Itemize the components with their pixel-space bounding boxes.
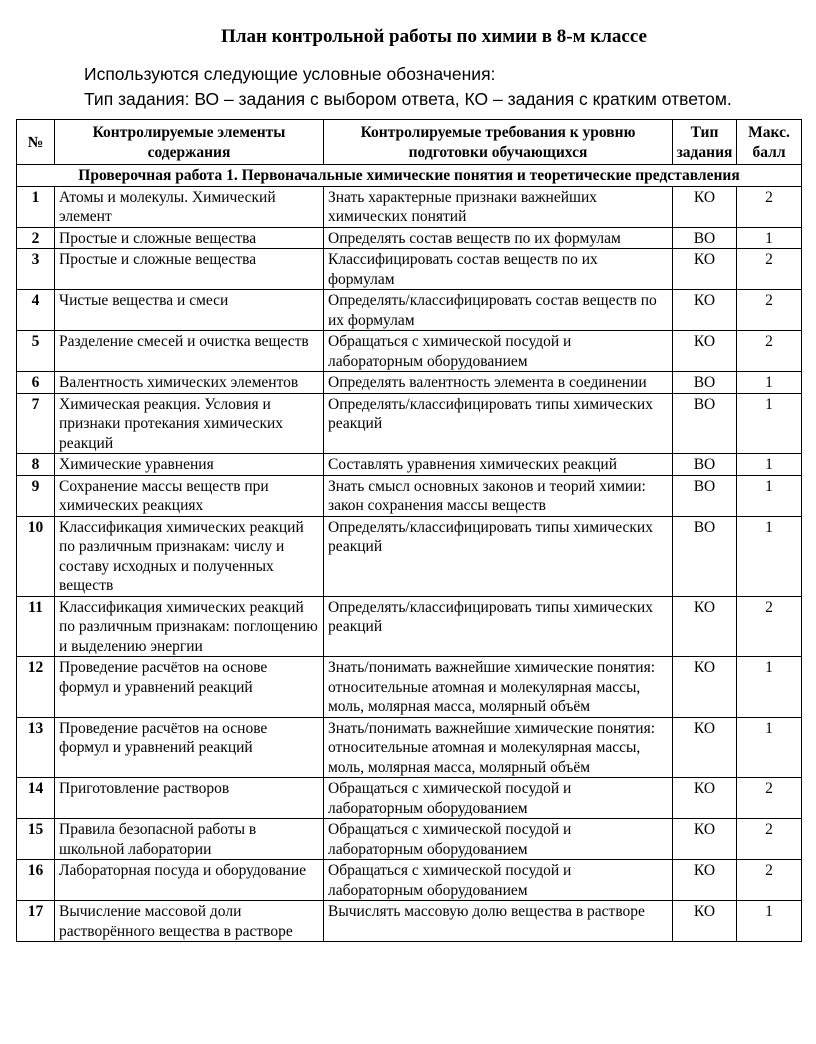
requirement: Составлять уравнения химических реакций bbox=[324, 454, 673, 476]
task-type: ВО bbox=[673, 393, 737, 454]
table-row bbox=[17, 778, 802, 819]
requirement: Вычислять массовую долю вещества в растворе bbox=[324, 901, 673, 942]
content-element: Классификация химических реакций по различным признакам: поглощению и выделению энергии bbox=[55, 596, 324, 657]
requirement: Знать/понимать важнейшие химические понятия: относительные атомная и молекулярная массы, моль, молярная масса, молярный объём bbox=[324, 657, 673, 718]
task-type: ВО bbox=[673, 227, 737, 249]
max-score: 1 bbox=[737, 393, 802, 454]
task-type: ВО bbox=[673, 454, 737, 476]
task-type: ВО bbox=[673, 372, 737, 394]
content-element: Химическая реакция. Условия и признаки протекания химических реакций bbox=[55, 393, 324, 454]
task-number: 11 bbox=[17, 596, 55, 657]
table-row bbox=[17, 596, 802, 657]
legend-intro: Используются следующие условные обозначения: bbox=[84, 64, 496, 84]
table-row bbox=[17, 819, 802, 860]
task-number: 12 bbox=[17, 657, 55, 718]
requirement: Знать характерные признаки важнейших химических понятий bbox=[324, 186, 673, 227]
task-number: 10 bbox=[17, 516, 55, 596]
requirement: Знать/понимать важнейшие химические понятия: относительные атомная и молекулярная массы, моль, молярная масса, молярный объём bbox=[324, 717, 673, 778]
max-score: 1 bbox=[737, 901, 802, 942]
max-score: 2 bbox=[737, 778, 802, 819]
requirement: Определять состав веществ по их формулам bbox=[324, 227, 673, 249]
requirement: Обращаться с химической посудой и лабораторным оборудованием bbox=[324, 331, 673, 372]
requirement: Определять/классифицировать типы химических реакций bbox=[324, 393, 673, 454]
task-number: 3 bbox=[17, 249, 55, 290]
content-element: Простые и сложные вещества bbox=[55, 227, 324, 249]
task-type: КО bbox=[673, 860, 737, 901]
max-score: 1 bbox=[737, 475, 802, 516]
table-row bbox=[17, 475, 802, 516]
max-score: 2 bbox=[737, 290, 802, 331]
requirement: Обращаться с химической посудой и лабораторным оборудованием bbox=[324, 860, 673, 901]
max-score: 1 bbox=[737, 657, 802, 718]
task-type: КО bbox=[673, 186, 737, 227]
table-header-row bbox=[17, 120, 802, 165]
task-type: КО bbox=[673, 596, 737, 657]
table-row bbox=[17, 901, 802, 942]
table-row bbox=[17, 657, 802, 718]
task-number: 16 bbox=[17, 860, 55, 901]
content-element: Разделение смесей и очистка веществ bbox=[55, 331, 324, 372]
header-elements: Контролируемые элементы содержания bbox=[55, 120, 324, 165]
task-type: КО bbox=[673, 331, 737, 372]
task-number: 7 bbox=[17, 393, 55, 454]
requirement: Обращаться с химической посудой и лабораторным оборудованием bbox=[324, 778, 673, 819]
section-row bbox=[17, 165, 802, 187]
content-element: Классификация химических реакций по различным признакам: числу и составу исходных и полученных веществ bbox=[55, 516, 324, 596]
content-element: Вычисление массовой доли растворённого вещества в растворе bbox=[55, 901, 324, 942]
task-number: 5 bbox=[17, 331, 55, 372]
task-type: ВО bbox=[673, 475, 737, 516]
header-requirements: Контролируемые требования к уровню подготовки обучающихся bbox=[324, 120, 673, 165]
table-row bbox=[17, 454, 802, 476]
header-num: № bbox=[17, 120, 55, 165]
content-element: Правила безопасной работы в школьной лаборатории bbox=[55, 819, 324, 860]
max-score: 1 bbox=[737, 227, 802, 249]
max-score: 1 bbox=[737, 372, 802, 394]
requirement: Обращаться с химической посудой и лабораторным оборудованием bbox=[324, 819, 673, 860]
requirement: Определять/классифицировать типы химических реакций bbox=[324, 516, 673, 596]
table-row bbox=[17, 516, 802, 596]
max-score: 1 bbox=[737, 717, 802, 778]
table-row bbox=[17, 860, 802, 901]
table-row bbox=[17, 331, 802, 372]
header-type: Тип задания bbox=[673, 120, 737, 165]
content-element: Проведение расчётов на основе формул и уравнений реакций bbox=[55, 657, 324, 718]
max-score: 1 bbox=[737, 454, 802, 476]
table-row bbox=[17, 227, 802, 249]
requirement: Знать смысл основных законов и теорий химии: закон сохранения массы веществ bbox=[324, 475, 673, 516]
content-element: Валентность химических элементов bbox=[55, 372, 324, 394]
content-element: Чистые вещества и смеси bbox=[55, 290, 324, 331]
max-score: 2 bbox=[737, 249, 802, 290]
task-number: 1 bbox=[17, 186, 55, 227]
task-number: 9 bbox=[17, 475, 55, 516]
task-type: КО bbox=[673, 778, 737, 819]
task-type: КО bbox=[673, 249, 737, 290]
content-element: Приготовление растворов bbox=[55, 778, 324, 819]
page-title: План контрольной работы по химии в 8-м классе bbox=[221, 26, 647, 47]
task-number: 6 bbox=[17, 372, 55, 394]
content-element: Атомы и молекулы. Химический элемент bbox=[55, 186, 324, 227]
max-score: 2 bbox=[737, 186, 802, 227]
requirement: Определять/классифицировать состав веществ по их формулам bbox=[324, 290, 673, 331]
table-row bbox=[17, 393, 802, 454]
table-row bbox=[17, 372, 802, 394]
task-type: КО bbox=[673, 819, 737, 860]
table-row bbox=[17, 290, 802, 331]
task-number: 17 bbox=[17, 901, 55, 942]
content-element: Химические уравнения bbox=[55, 454, 324, 476]
legend-types: Тип задания: ВО – задания с выбором ответа, КО – задания с кратким ответом. bbox=[84, 89, 732, 109]
task-number: 2 bbox=[17, 227, 55, 249]
max-score: 2 bbox=[737, 819, 802, 860]
table-row bbox=[17, 186, 802, 227]
task-type: КО bbox=[673, 657, 737, 718]
content-element: Сохранение массы веществ при химических реакциях bbox=[55, 475, 324, 516]
max-score: 2 bbox=[737, 331, 802, 372]
content-element: Простые и сложные вещества bbox=[55, 249, 324, 290]
header-max: Макс. балл bbox=[737, 120, 802, 165]
task-type: КО bbox=[673, 901, 737, 942]
content-element: Проведение расчётов на основе формул и уравнений реакций bbox=[55, 717, 324, 778]
max-score: 2 bbox=[737, 596, 802, 657]
content-element: Лабораторная посуда и оборудование bbox=[55, 860, 324, 901]
table-row bbox=[17, 717, 802, 778]
table-row bbox=[17, 249, 802, 290]
section-title: Проверочная работа 1. Первоначальные химические понятия и теоретические представления bbox=[17, 165, 802, 187]
requirement: Классифицировать состав веществ по их формулам bbox=[324, 249, 673, 290]
test-plan-table bbox=[16, 119, 802, 942]
task-type: КО bbox=[673, 290, 737, 331]
task-number: 14 bbox=[17, 778, 55, 819]
requirement: Определять/классифицировать типы химических реакций bbox=[324, 596, 673, 657]
table-body bbox=[17, 165, 802, 942]
max-score: 2 bbox=[737, 860, 802, 901]
task-number: 13 bbox=[17, 717, 55, 778]
task-number: 15 bbox=[17, 819, 55, 860]
requirement: Определять валентность элемента в соединении bbox=[324, 372, 673, 394]
max-score: 1 bbox=[737, 516, 802, 596]
legend bbox=[84, 62, 732, 112]
task-number: 4 bbox=[17, 290, 55, 331]
task-type: ВО bbox=[673, 516, 737, 596]
task-type: КО bbox=[673, 717, 737, 778]
task-number: 8 bbox=[17, 454, 55, 476]
